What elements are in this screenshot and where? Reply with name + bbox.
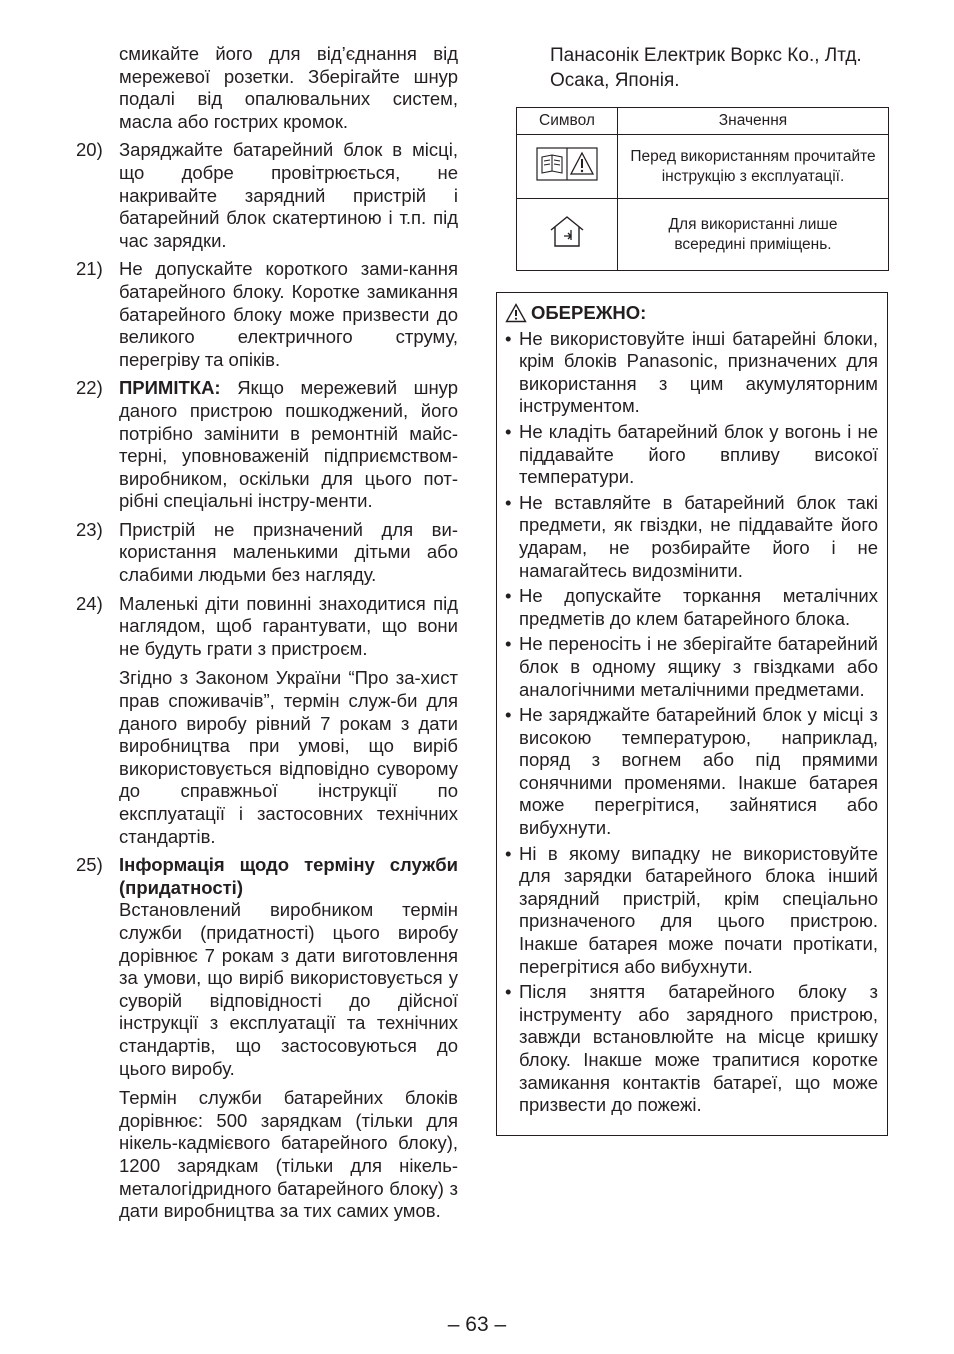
item-text: Заряджайте батарейний блок в місці, що добре провітрюється, не накривайте зарядний пристрій і батарейний блок скатертиною і т.п. під час зарядки. <box>119 139 458 251</box>
symbol-cell <box>517 135 618 199</box>
caution-bullet: • Після зняття батарейного блоку з інструменту або зарядного пристрою, завжди встановлюйте на місце кришку блоку. Інакше може трапитися коротке замикання контактів батареї, що може призвести до пожежі. <box>505 981 878 1116</box>
manual-warning-icon <box>536 147 598 181</box>
list-item-25 <box>76 854 458 1223</box>
item-number: 22) <box>76 377 103 399</box>
header-meaning: Значення <box>618 108 889 135</box>
item-number: 23) <box>76 518 103 540</box>
item-text: Встановлений виробником термін служби (придатності) цього виробу дорівнює 7 рокам з дати виготовлення за умови, що виріб використовується у суворій відповідності до дійсної інструкції з експлуатації та технічних стандартів, що застосовуються до цього виробу. <box>119 899 458 1079</box>
warning-icon <box>505 303 527 323</box>
caution-bullet: • Не кладіть батарейний блок у вогонь і не піддавайте його впливу високої температури. <box>505 420 878 488</box>
list-item-21 <box>76 258 458 371</box>
item-number: 20) <box>76 139 103 161</box>
symbol-table <box>516 107 889 271</box>
header-symbol: Символ <box>517 108 618 135</box>
item-number: 21) <box>76 258 103 280</box>
intro-paragraph: смикайте його для від’єднання від мережевої розетки. Зберігайте шнур подалі від опалювальних систем, масла або гострих кромок. <box>119 43 458 132</box>
left-column <box>76 43 458 1223</box>
item-text: Пристрій не призначений для ви-користання маленькими дітьми або слабими людьми без нагляду. <box>119 518 458 586</box>
caution-box <box>496 292 888 1136</box>
symbol-cell <box>517 199 618 271</box>
item-text: Маленькі діти повинні знаходитися під наглядом, щоб гарантувати, що вони не будуть грати з пристроєм. <box>119 592 458 659</box>
list-item-24 <box>76 593 458 661</box>
item-number: 25) <box>76 854 103 876</box>
indoor-use-icon <box>547 214 587 250</box>
caution-bullet: • Не заряджайте батарейний блок у місці з високою температурою, наприклад, поряд з вогнем або під прямими сонячними променями. Інакше батарея може перегрітися, зайнятися або вибухнути. <box>505 704 878 839</box>
item-text: Якщо мережевий шнур даного пристрою пошкоджений, його потрібно замінити в ремонтній майс-терні, уповноваженій підприємством-виробником, оскільки для цього пот-рібні спеціальні інстру-менти. <box>119 377 459 512</box>
caution-bullet: • Не використовуйте інші батарейні блоки, крім блоків Panasonic, призначених для використання з цим акумуляторним інструментом. <box>505 327 878 417</box>
page-number: – 63 – <box>447 1313 507 1336</box>
note-label: ПРИМІТКА: <box>119 377 221 399</box>
item-number: 24) <box>76 592 103 614</box>
manufacturer: Панасонік Електрик Воркс Ко., Лтд. Осака, Японія. <box>550 45 862 91</box>
caution-bullet: • Ні в якому випадку не використовуйте для зарядки батарейного блока інший зарядний пристрій, крім спеціально призначеного для цього пристрою. Інакше батарея може почати протікати, перегрітися або вибухнути. <box>505 842 878 977</box>
caution-bullet: • Не переносіть і не зберігайте батарейний блок в одному ящику з гвіздками або аналогічними металічними предметами. <box>505 633 878 700</box>
caution-heading: ОБЕРЕЖНО: <box>505 302 878 325</box>
service-life-heading: Інформація щодо терміну служби (придатності) <box>119 854 458 898</box>
item-text: Термін служби батарейних блоків дорівнює: 500 зарядкам (тільки для нікель-кадмієвого батарейного блоку), 1200 зарядкам (тільки для нікель-металогідридного батарейного блоку) з дати виробництва за тих самих умов. <box>119 1087 458 1222</box>
list-item-22 <box>76 377 458 513</box>
meaning-cell: Для використанні лише всередині приміщень. <box>618 199 889 271</box>
caution-bullet: • Не допускайте торкання металічних предметів до клем батарейного блока. <box>505 585 878 629</box>
item-text: Не допускайте короткого зами-кання батарейного блоку. Коротке замикання батарейного блоку може призвести до великого електричного струму, перегріву та опіків. <box>119 258 458 370</box>
list-item-23 <box>76 519 458 587</box>
list-item-20 <box>76 139 458 252</box>
law-paragraph: Згідно з Законом України “Про за-хист прав споживачів”, термін служ-би для даного виробу рівний 7 рокам з дати виробництва при умові, що виріб використовується відповідно суворому до справжньої інструкції по експлуатації і застосовних технічних стандартів. <box>119 667 458 847</box>
right-column <box>496 43 890 93</box>
caution-bullet: • Не вставляйте в батарейний блок такі предмети, як гвіздки, не піддавайте його ударам, не розбирайте його і не намагайтесь видозмінити. <box>505 491 878 581</box>
meaning-cell: Перед використанням прочитайте інструкцію з експлуатації. <box>618 135 889 199</box>
